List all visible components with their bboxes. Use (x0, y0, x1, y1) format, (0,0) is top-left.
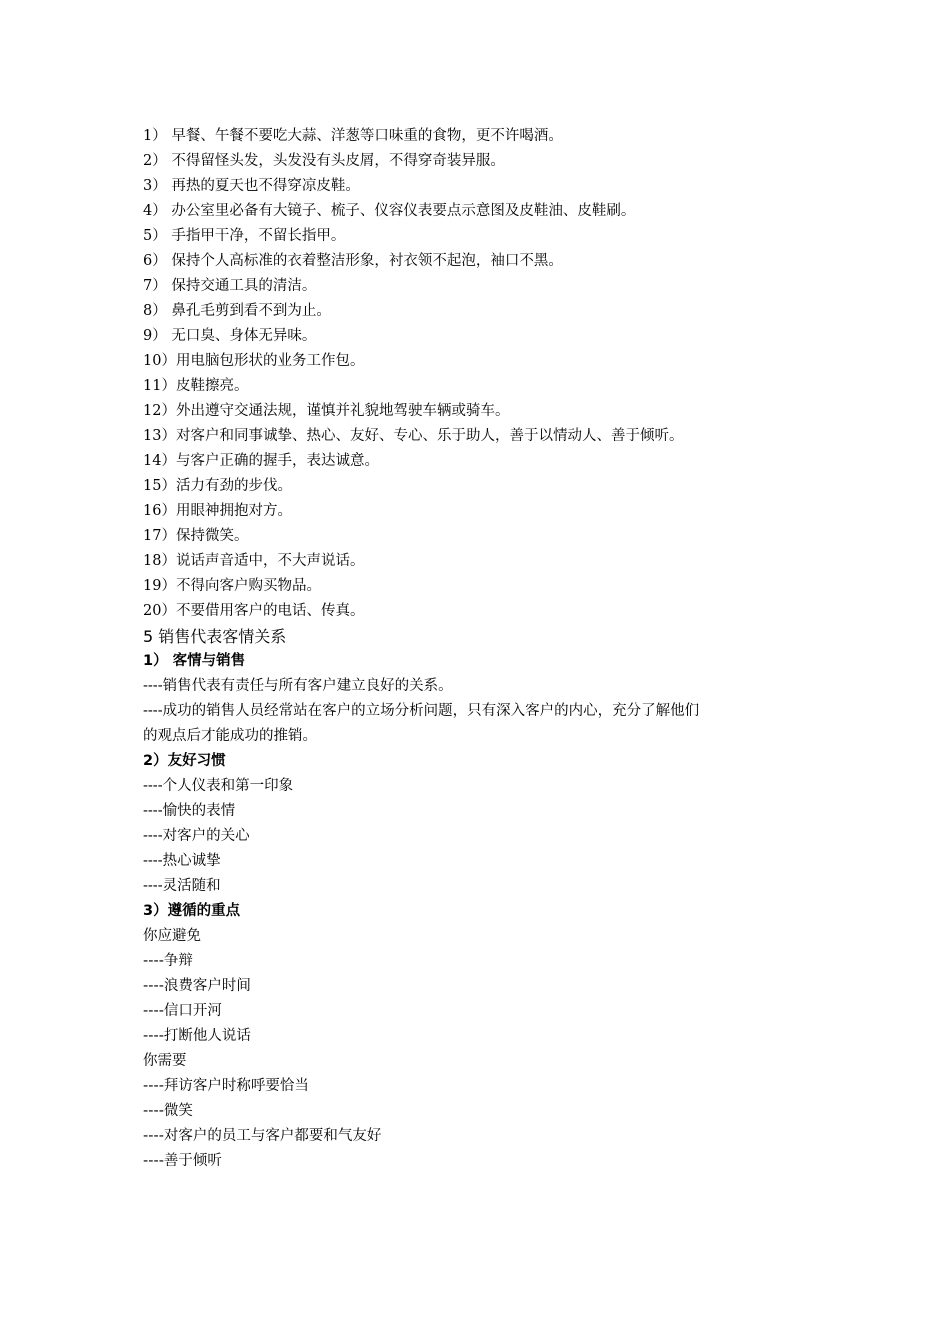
list-item: ----对客户的员工与客户都要和气友好 (143, 1128, 382, 1144)
list-item: ----争辩 (143, 953, 193, 969)
list-item: 17）保持微笑。 (143, 528, 249, 544)
etiquette-list (143, 124, 823, 624)
list-item: 19）不得向客户购买物品。 (143, 578, 321, 594)
paragraph-line: ----销售代表有责任与所有客户建立良好的关系。 (143, 678, 453, 694)
list-item: ----微笑 (143, 1103, 193, 1119)
list-item: ----愉快的表情 (143, 803, 236, 819)
list-item: ----信口开河 (143, 1003, 222, 1019)
list-item: 18）说话声音适中，不大声说话。 (143, 553, 365, 569)
list-item: ----热心诚挚 (143, 853, 221, 869)
list-item: ----灵活随和 (143, 878, 221, 894)
document-page (143, 124, 823, 1174)
list-item: ----善于倾听 (143, 1153, 222, 1169)
list-item: 3） 再热的夏天也不得穿凉皮鞋。 (143, 178, 360, 194)
paragraph-line: ----成功的销售人员经常站在客户的立场分析问题，只有深入客户的内心，充分了解他们 (143, 703, 700, 719)
paragraph-line: 的观点后才能成功的推销。 (143, 728, 317, 744)
list-item: 13）对客户和同事诚挚、热心、友好、专心、乐于助人，善于以情动人、善于倾听。 (143, 428, 684, 444)
list-item: ----个人仪表和第一印象 (143, 778, 294, 794)
list-item: ----对客户的关心 (143, 828, 250, 844)
section-heading: 5 销售代表客情关系 (143, 627, 287, 646)
subsection-heading: 3）遵循的重点 (143, 903, 241, 919)
list-item: 20）不要借用客户的电话、传真。 (143, 603, 365, 619)
list-item: 10）用电脑包形状的业务工作包。 (143, 353, 365, 369)
list-item: 1） 早餐、午餐不要吃大蒜、洋葱等口味重的食物，更不许喝酒。 (143, 128, 563, 144)
list-item: 4） 办公室里必备有大镜子、梳子、仪容仪表要点示意图及皮鞋油、皮鞋刷。 (143, 203, 636, 219)
list-item: 7） 保持交通工具的清洁。 (143, 278, 317, 294)
list-item: 8） 鼻孔毛剪到看不到为止。 (143, 303, 331, 319)
list-item: 15）活力有劲的步伐。 (143, 478, 292, 494)
list-item: ----浪费客户时间 (143, 978, 251, 994)
list-item: 12）外出遵守交通法规，谨慎并礼貌地驾驶车辆或骑车。 (143, 403, 510, 419)
list-item: 2） 不得留怪头发，头发没有头皮屑，不得穿奇装异服。 (143, 153, 505, 169)
subsection-heading: 2）友好习惯 (143, 753, 226, 769)
list-item: ----打断他人说话 (143, 1028, 251, 1044)
list-item: 16）用眼神拥抱对方。 (143, 503, 292, 519)
subsection-heading: 1） 客情与销售 (143, 653, 246, 669)
avoid-label: 你应避免 (143, 928, 201, 944)
list-item: 11）皮鞋擦亮。 (143, 378, 249, 394)
list-item: 14）与客户正确的握手，表达诚意。 (143, 453, 379, 469)
list-item: ----拜访客户时称呼要恰当 (143, 1078, 309, 1094)
need-label: 你需要 (143, 1053, 187, 1069)
list-item: 9） 无口臭、身体无异味。 (143, 328, 317, 344)
list-item: 6） 保持个人高标准的衣着整洁形象，衬衣领不起泡，袖口不黑。 (143, 253, 563, 269)
list-item: 5） 手指甲干净，不留长指甲。 (143, 228, 346, 244)
